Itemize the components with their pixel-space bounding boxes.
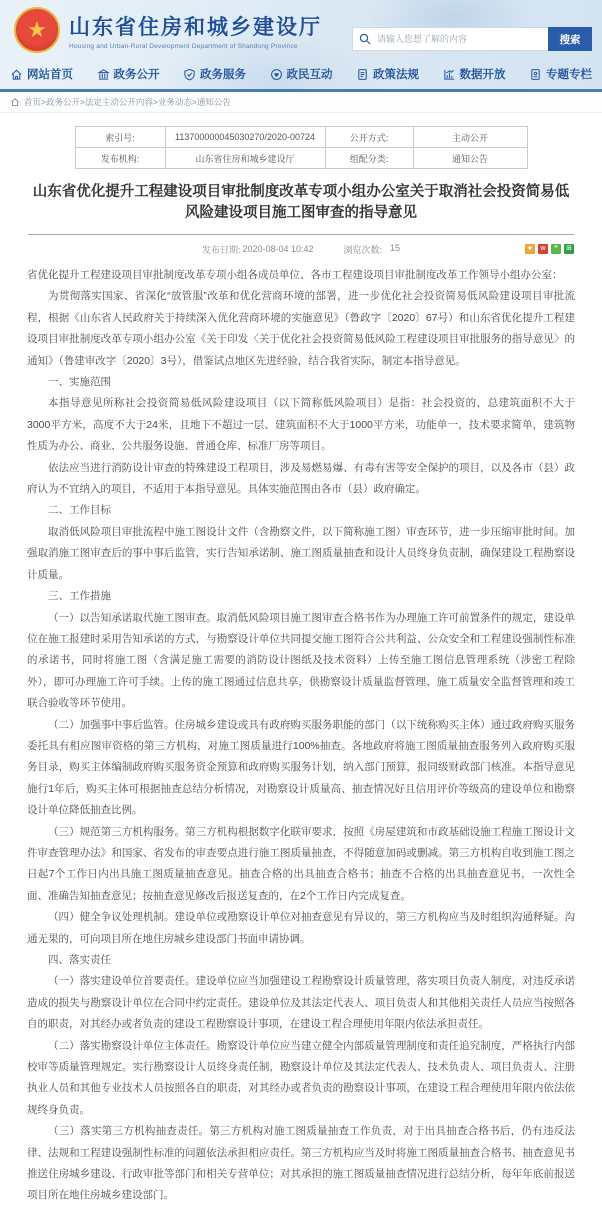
views-count: 15	[390, 242, 401, 253]
site-title: 山东省住房和城乡建设厅	[69, 15, 322, 39]
category-label: 组配分类:	[325, 148, 413, 169]
nav-label: 政民互动	[286, 69, 333, 81]
breadcrumb[interactable]	[0, 92, 602, 113]
paragraph: 为贯彻落实国家、省深化“放管服”改革和优化营商环境的部署，进一步优化社会投资简易低风险建设项目审批流程，根据《山东省人民政府关于持续深入优化营商环境的实施意见》（鲁政字〔2020〕67号）和山东省优化提升工程建设项目审批制度改革专项小组办公室《关于印发〈关于优化社会投资简易低风险工程建设项目审批服务的指导意见〉的通知》（鲁建审改字〔2020〕3号），借鉴试点地区先进经验，结合我省实际，制定本指导意见。	[27, 290, 575, 367]
weibo-icon[interactable]: w	[538, 244, 548, 254]
paragraph: 依法应当进行消防设计审查的特殊建设工程项目，涉及易燃易爆、有毒有害等安全保护的项目，以及各市（县）政府认为不宜纳入的项目，不适用于本指导意见。具体实施范围由各市（县）政府确定。	[27, 461, 575, 496]
article-title: 山东省优化提升工程建设项目审批制度改革专项小组办公室关于取消社会投资简易低风险建设项目施工图审查的指导意见	[32, 184, 570, 221]
qzone-icon[interactable]: ⊞	[564, 244, 574, 254]
site-header	[0, 0, 602, 92]
publicity-mode-value: 主动公开	[413, 127, 527, 148]
paragraph: 本指导意见所称社会投资简易低风险建设项目（以下简称低风险项目）是指：社会投资的，总建筑面积不大于3000平方米，高度不大于24米，且地下不超过一层、建筑面积不大于1000平方米，功能单一，技术要求简单，建筑物性质为办公、商业、公共服务设施、普通仓库、标准厂房等项目。	[27, 397, 575, 453]
nav-label: 政策法规	[373, 69, 419, 81]
search-icon	[359, 33, 371, 45]
nav-label: 专题专栏	[546, 69, 592, 81]
paragraph: （四）健全争议处理机制。建设单位或勘察设计单位对抽查意见有异议的，第三方机构应当及时组织沟通释疑。沟通无果的，可向项目所在地住房城乡建设部门书面申请协调。	[27, 911, 575, 945]
paragraph: 省优化提升工程建设项目审批制度改革专项小组各成员单位、各市工程建设项目审批制度改革工作领导小组办公室：	[27, 269, 563, 281]
publish-date: 2020-08-04 10:42	[242, 244, 314, 254]
chat-heart-icon	[270, 68, 283, 81]
paragraph: （一）落实建设单位首要责任。建设单位应当加强建设工程勘察设计质量管理，落实项目负责人制度，对违反承诺造成的损失与勘察设计单位在合同中约定责任。建设单位及其法定代表人、项目负责人和其他相关责任人员应当按照各自的职责，对其经办或者负责的建设工程勘察设计事项，在建设工程合理使用年限内依法承担责任。	[27, 975, 575, 1031]
nav-item-policies[interactable]	[356, 66, 419, 82]
main-nav	[0, 59, 602, 89]
issuing-agency-label: 发布机构:	[75, 148, 165, 169]
site-subtitle: Housing and Urban-Rural Development Department of Shandong Province	[69, 42, 298, 50]
nav-item-gov-service[interactable]	[183, 66, 246, 82]
nav-label: 政务服务	[200, 69, 246, 81]
publicity-mode-label: 公开方式:	[325, 127, 413, 148]
search-input[interactable]	[377, 34, 549, 44]
nav-item-home[interactable]	[10, 66, 73, 82]
paragraph: 取消低风险项目审批流程中施工图设计文件（含勘察文件，以下简称施工图）审查环节，进一步压缩审批时间。加强取消施工图审查后的事中事后监管，实行告知承诺制、施工图质量抽查和设计人员终身负责制，确保建设工程勘察设计质量。	[27, 525, 575, 581]
section-heading: 一、实施范围	[48, 376, 111, 389]
nav-item-gov-info[interactable]	[97, 66, 160, 82]
views-label: 浏览次数:	[343, 244, 383, 255]
nav-label: 数据开放	[459, 69, 506, 81]
breadcrumb-home-icon	[10, 97, 20, 107]
index-number-value: 113700000045030270/2020-00724	[165, 127, 325, 148]
favorite-icon[interactable]: ★	[526, 245, 534, 252]
search-button[interactable]: 搜索	[548, 27, 592, 51]
document-icon	[356, 68, 369, 81]
shield-icon	[183, 68, 196, 81]
site-brand[interactable]	[14, 7, 322, 53]
nav-item-open-data[interactable]	[443, 66, 506, 82]
paragraph: （二）落实勘察设计单位主体责任。勘察设计单位应当建立健全内部质量管理制度和责任追究制度，严格执行内部校审等质量管理规定。实行勘察设计人员终身责任制，勘察设计单位及其法定代表人、技术负责人、项目负责人、注册执业人员和其他专业技术人员按照各自的职责，对其经办或者负责的勘察设计事项，在建设工程合理使用年限内依法依规终身负责。	[27, 1039, 575, 1116]
nav-label: 网站首页	[27, 69, 73, 81]
national-emblem-logo: ★	[14, 7, 60, 53]
wechat-icon[interactable]: ❝	[551, 244, 561, 254]
paragraph: （三）落实第三方机构抽查责任。第三方机构对施工图质量抽查工作负责，对于出具抽查合格书后，仍有违反法律、法规和工程建设强制性标准的问题依法承担相应责任。第三方机构应当及时将施工图质量抽查合格书、抽查意见书推送住房城乡建设、行政审批等部门和相关专营单位；对其承担的施工图质量抽查情况进行总结分析，每年年底前报送项目所在地住房城乡建设部门。	[27, 1125, 575, 1202]
nav-item-special-topics[interactable]	[529, 66, 592, 82]
article-body	[0, 263, 602, 1207]
table-row	[75, 127, 527, 148]
category-value: 通知公告	[413, 148, 527, 169]
chart-icon	[443, 68, 456, 81]
paragraph: （三）规范第三方机构服务。第三方机构根据数字化联审要求，按照《房屋建筑和市政基础设施工程施工图设计文件审查管理办法》和国家、省发布的审查要点进行施工图质量抽查，不得随意加码或删减。第三方机构自收到施工图之日起7个工作日内出具施工图质量抽查意见。抽查合格的出具抽查合格书；抽查不合格的出具抽查意见书，一次性全面、准确告知抽查意见；按抽查意见修改后报送复查的，在2个工作日内完成复查。	[27, 825, 575, 902]
section-heading: 二、工作目标	[48, 504, 111, 517]
index-number-label: 索引号:	[75, 127, 165, 148]
issuing-agency-value: 山东省住房和城乡建设厅	[165, 148, 325, 169]
publish-date-label: 发布日期:	[201, 244, 241, 255]
nav-item-interaction[interactable]	[270, 66, 333, 82]
table-row	[75, 148, 527, 169]
topic-file-icon	[529, 68, 542, 81]
paragraph: （二）加强事中事后监管。住房城乡建设或具有政府购买服务职能的部门（以下统称购买主体）通过政府购买服务委托具有相应图审资格的第三方机构，对施工图质量进行100%抽查。各地政府将施工图质量抽查服务列入政府购买服务目录，购买主体编制政府购买服务资金预算和政府购买服务计划，纳入部门预算，报同级财政部门核准。本指导意见施行1年后，购买主体可根据抽查总结分析情况，对勘察设计质量高、抽查情况好且信用评价等级高的建设单位和勘察设计单位降低抽查比例。	[27, 718, 575, 817]
home-icon	[10, 68, 23, 81]
paragraph: （一）以告知承诺取代施工图审查。取消低风险项目施工图审查合格书作为办理施工许可前置条件的规定，建设单位在施工报建时采用告知承诺的方式，与勘察设计单位共同提交施工图符合公共利益、公众安全和工程建设强制性标准的承诺书，同时将施工图（含满足施工需要的消防设计图纸及技术资料）上传至施工图信息管理系统（涉密工程除外），即可办理施工许可手续。上传的施工图通过信息共享，供勘察设计质量监督管理、施工质量安全监督管理和竣工联合验收等环节使用。	[27, 611, 575, 710]
article-meta	[0, 235, 602, 263]
search-bar	[352, 27, 592, 51]
bank-icon	[97, 68, 110, 81]
nav-label: 政务公开	[113, 69, 160, 81]
share-buttons	[525, 244, 574, 254]
breadcrumb-path: 首页>政务公开>法定主动公开内容>业务动态>通知公告	[24, 97, 231, 107]
section-heading: 三、工作措施	[48, 590, 111, 603]
section-heading: 四、落实责任	[48, 954, 111, 966]
document-meta-table	[75, 126, 528, 169]
